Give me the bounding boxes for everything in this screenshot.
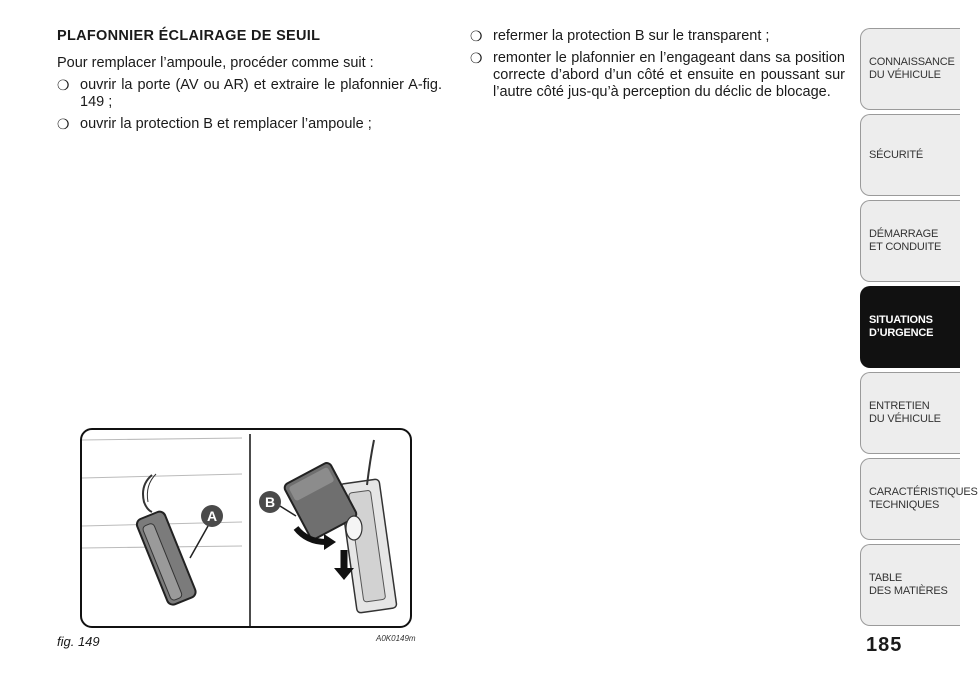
tab-caracteristiques-techniques[interactable] — [860, 458, 978, 540]
right-column — [470, 28, 845, 106]
figure-code: A0K0149m — [376, 634, 416, 643]
list-item-text: ouvrir la protection B et remplacer l’ampoule ; — [80, 116, 372, 132]
bullet-icon: ❍ — [57, 116, 70, 132]
tab-connaissance-du-vehicule[interactable] — [860, 28, 960, 110]
tab-securite[interactable] — [860, 114, 960, 196]
tab-label: ENTRETIEN DU VÉHICULE — [869, 400, 941, 425]
tab-label: DÉMARRAGE ET CONDUITE — [869, 228, 942, 253]
callout-b-label: B — [264, 494, 276, 510]
figure-illustration — [80, 428, 412, 628]
callout-a-label: A — [206, 508, 218, 524]
tab-label: TABLE DES MATIÈRES — [869, 572, 948, 597]
bullet-icon: ❍ — [57, 77, 70, 93]
tab-label: SITUATIONS D’URGENCE — [869, 314, 934, 339]
bullet-icon: ❍ — [470, 50, 483, 66]
tab-entretien-du-vehicule[interactable] — [860, 372, 960, 454]
tab-label: SÉCURITÉ — [869, 148, 924, 161]
bullet-icon: ❍ — [470, 28, 483, 44]
list-item — [470, 28, 845, 45]
tab-table-des-matieres[interactable] — [860, 544, 960, 626]
tab-label: CONNAISSANCE DU VÉHICULE — [869, 56, 955, 81]
tab-label: CARACTÉRISTIQUES TECHNIQUES — [869, 486, 978, 511]
page-number: 185 — [866, 634, 903, 656]
left-column — [57, 28, 442, 138]
figure-caption: fig. 149 — [57, 634, 100, 649]
intro-text: Pour remplacer l’ampoule, procéder comme suit : — [57, 55, 374, 71]
section-heading: PLAFONNIER ÉCLAIRAGE DE SEUIL — [57, 28, 321, 44]
list-item — [470, 50, 845, 101]
lamp-illustration — [82, 430, 410, 626]
list-item — [57, 116, 442, 133]
tab-situations-d-urgence[interactable] — [860, 286, 960, 368]
list-item-text: ouvrir la porte (AV ou AR) et extraire le plafonnier A-fig. 149 ; — [80, 77, 442, 110]
tab-demarrage-et-conduite[interactable] — [860, 200, 960, 282]
list-item — [57, 77, 442, 111]
list-item-text: remonter le plafonnier en l’engageant dans sa position correcte d’abord d’un côté et ensuite en poussant sur l’autre côté jus-qu’à perception du déclic de blocage. — [493, 50, 845, 100]
list-item-text: refermer la protection B sur le transparent ; — [493, 28, 770, 44]
